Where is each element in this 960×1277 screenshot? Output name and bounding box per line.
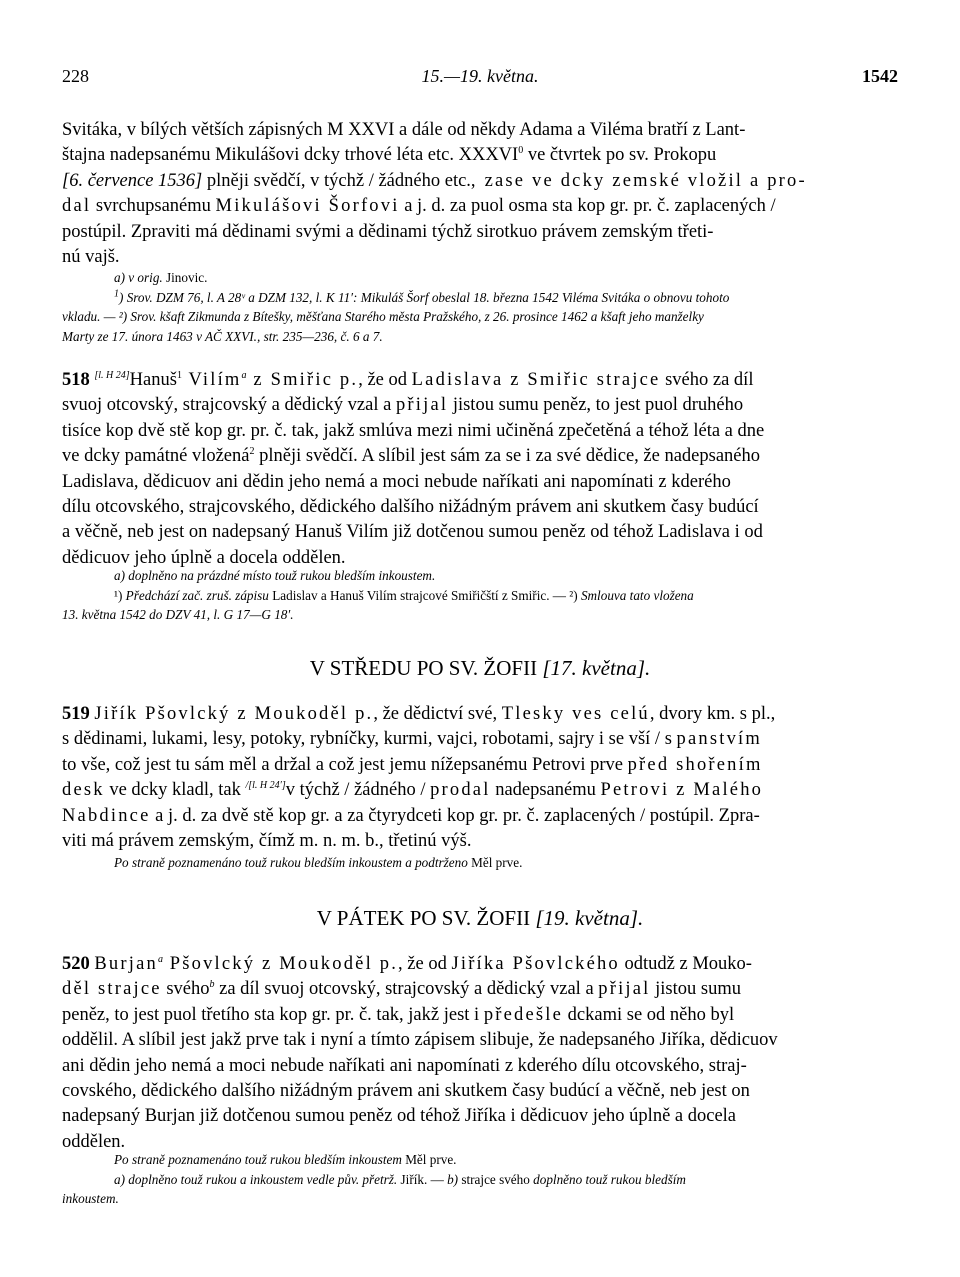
intro-notes bbox=[62, 268, 898, 346]
footnote-continued: vkladu. — ²) Srov. kšaft Zikmunda z Bítešky, měšťana Starého města Pražského, z 26. prosince 1462 a kšaft jeho manželky bbox=[62, 309, 704, 325]
entry-518-notes bbox=[62, 566, 898, 625]
intro-paragraph: Svitáka, v bílých větších zápisných M XXVI a dále od někdy Adama a Viléma bratří z Lant- štajna nadepsanému Mikulášovi dcky trhové léta etc. XXXVI$^0$ ve čtvrtek po sv. Prokopu [6. července 1536] plněji svědčí, v týchž / žádného etc., zase ve dcky zemské vložil a pro- dal svrchupsanému Mikulášovi Šorfovi a j. d. za puol osma sta kop gr. pr. č. zaplacených / postúpil. Zpraviti má dědinami svými a dědinami týchž sirotkuo právem zemským třeti- nú vajš. bbox=[62, 120, 807, 268]
variant-note: a) v orig. Jinovic. bbox=[114, 270, 208, 285]
entry-518: 518 [l. H 24]Hanuš$^1$ Vilím$^a$ z Smiřic p., že od Ladislava z Smiřic strajce svého za díl svuoj otcovský, strajcovský a dědický vzal a přijal jistou sumu peněz, to jest puol druhého tisíce kop dvě stě kop gr. pr. č. tak, jakž smlúva mezi nimi učiněná zpečetěná a téhož léta a dne ve dcky památné vložená$^2$ plněji svědčí. A slíbil jest sám za se i za své dědice, že nadepsaného Ladislava, dědicuov ani dědin jeho nemá a moci nebude naříkati ani napomínati z kderého dílu otcovského, strajcovského, dědického dalšího nižádným právem ani skutkem časy budúcí a věčně, neb jest on nadepsaný Hanuš Vilím již dotčenou sumou peněz od téhož Ladislava i od dědicuov jeho úplně a docela oddělen. bbox=[62, 369, 765, 568]
variant-note: a) doplněno touž rukou a inkoustem vedle pův. přetrž. Jiřík. — b) strajce svého doplněno touž rukou bledším bbox=[114, 1171, 686, 1187]
entry-number: 520 bbox=[62, 954, 90, 974]
variant-note: a) doplněno na prázdné místo touž rukou bledším inkoustem. bbox=[114, 568, 436, 583]
variant-note-continued: inkoustem. bbox=[62, 1191, 119, 1207]
entry-519: 519 Jiřík Pšovlcký z Moukoděl p., že dědictví své, Tlesky ves celú, dvory km. s pl., s dědinami, lukami, lesy, potoky, rybníčky, kurmi, vajci, robotami, sajry i se vší / s panstvím to vše, což jest tu sám měl a držal a což jest jemu nížepsanému Petrovi prve před shořením desk ve dcky kladl, tak $^{/[l. H 24']}$v týchž / žádného / prodal nadepsanému Petrovi z Malého Nabdince a j. d. za dvě stě kop gr. a za čtyrydceti kop gr. pr. č. zaplacených / postúpil. Zpra- viti má právem zemským, čímž m. n. m. b., třetinú výš. bbox=[62, 704, 776, 852]
entry-519-notes bbox=[62, 853, 898, 873]
header-year: 1542 bbox=[862, 66, 898, 86]
page-number: 228 bbox=[62, 66, 89, 86]
entry-number: 519 bbox=[62, 704, 90, 724]
footnote: $^1$) Srov. DZM 76, l. A 28ᵛ a DZM 132, l. K 11′: Mikuláš Šorf obeslal 18. března 1542 Viléma Svitáka o obnovu tohoto bbox=[114, 288, 730, 305]
margin-reference: [l. H 24] bbox=[94, 369, 130, 381]
entry-520-notes bbox=[62, 1150, 898, 1209]
footnote-continued: Marty ze 17. února 1463 v AČ XXVI., str. 235—236, č. 6 a 7. bbox=[62, 328, 383, 344]
section-heading: V PÁTEK PO SV. ŽOFII [19. května]. bbox=[316, 906, 644, 930]
margin-note: Po straně poznamenáno touž rukou bledším inkoustem Měl prve. bbox=[114, 1152, 457, 1167]
margin-note: Po straně poznamenáno touž rukou bledším inkoustem a podtrženo Měl prve. bbox=[114, 855, 523, 870]
footnote: ¹) Předchází zač. zruš. zápisu Ladislav a Hanuš Vilím strajcové Smiřičští z Smiřic. — ²) Smlouva tato vložena bbox=[114, 587, 694, 603]
entry-520: 520 Burjan$^a$ Pšovlcký z Moukoděl p., že od Jiříka Pšovlckého odtudž z Mouko- děl strajce svého$^b$ za díl svuoj otcovský, strajcovský a dědický vzal a přijal jistou sumu peněz, to jest puol třetího sta kop gr. pr. č. tak, jakž jest i předešle dckami se od něho byl oddělil. A slíbil jest jakž prve tak i nyní a tímto zápisem slibuje, že nadepsaného Jiříka, dědicuov ani dědin jeho nemá a moci nebude naříkati ani napomínati z kderého dílu otcovského, straj- covského, dědického dalšího nižádným právem ani skutkem časy budúcí a věčně, neb jest on nadepsaný Burjan již dotčenou sumou peněz od téhož Jiříka i dědicuov jeho úplně a docela oddělen. bbox=[62, 953, 778, 1152]
margin-reference: /[l. H 24′] bbox=[245, 780, 286, 792]
footnote-continued: 13. května 1542 do DZV 41, l. G 17—G 18′. bbox=[62, 607, 294, 623]
header-date: 15.—19. května. bbox=[421, 66, 539, 86]
running-head bbox=[62, 66, 898, 90]
section-heading: V STŘEDU PO SV. ŽOFII [17. května]. bbox=[309, 656, 651, 680]
entry-number: 518 bbox=[62, 370, 90, 390]
